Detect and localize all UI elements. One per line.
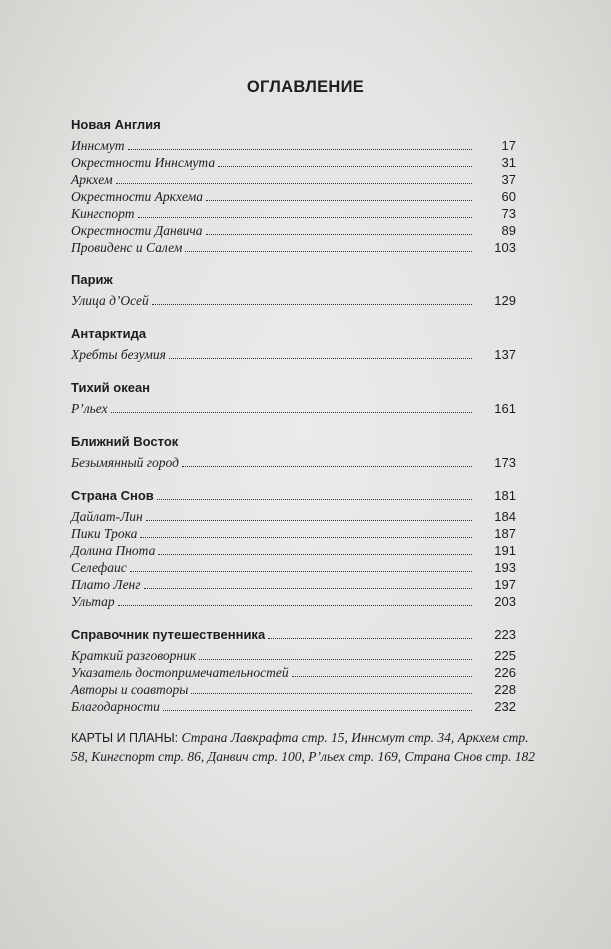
toc-entry[interactable]: Провиденс и Салем 103 [71,240,516,255]
dot-leader [191,692,472,694]
toc-entry[interactable]: Окрестности Данвича 89 [71,223,516,238]
toc-entry[interactable]: Хребты безумия 137 [71,347,516,362]
dot-leader [185,250,472,252]
toc-entry[interactable]: Окрестности Иннсмута 31 [71,155,516,170]
toc-entry[interactable]: Аркхем 37 [71,172,516,187]
dot-leader [128,148,473,150]
section-heading-paris: Париж [71,272,113,287]
maps-note [71,729,541,765]
dot-leader [140,536,472,538]
dot-leader [158,553,472,555]
toc-entry[interactable]: Благодарности 232 [71,699,516,714]
section-heading-dreamlands[interactable]: Страна Снов 181 [71,488,516,503]
section-heading-antarctica: Антарктида [71,326,147,341]
dot-leader [138,216,473,218]
dot-leader [130,570,472,572]
toc-entry[interactable]: Безымянный город 173 [71,455,516,470]
toc-entry[interactable]: Краткий разговорник 225 [71,648,516,663]
toc-entry[interactable]: Долина Пнота 191 [71,543,516,558]
dot-leader [218,165,472,167]
dot-leader [169,357,472,359]
dot-leader [144,587,472,589]
toc-entry[interactable]: Плато Ленг 197 [71,577,516,592]
toc-entry[interactable]: Улица д’Осей 129 [71,293,516,308]
toc-entry[interactable]: Окрестности Аркхема 60 [71,189,516,204]
dot-leader [199,658,472,660]
dot-leader [146,519,472,521]
dot-leader [292,675,472,677]
dot-leader [152,303,472,305]
dot-leader [268,637,472,639]
toc-entry[interactable]: Пики Трока 187 [71,526,516,541]
dot-leader [163,709,472,711]
dot-leader [206,199,472,201]
toc-entry[interactable]: Ультар 203 [71,594,516,609]
maps-caption: КАРТЫ И ПЛАНЫ: [71,731,179,745]
toc-entry[interactable]: Указатель достопримечательностей 226 [71,665,516,680]
toc-entry[interactable]: Селефаис 193 [71,560,516,575]
toc-entry[interactable]: Авторы и соавторы 228 [71,682,516,697]
dot-leader [157,498,472,500]
dot-leader [118,604,472,606]
toc-entry[interactable]: Кингспорт 73 [71,206,516,221]
dot-leader [206,233,472,235]
page-title: ОГЛАВЛЕНИЕ [246,78,365,96]
toc-entry[interactable]: Иннсмут 17 [71,138,516,153]
toc-entry[interactable]: Р’льех 161 [71,401,516,416]
section-heading-pacific: Тихий океан [71,380,151,395]
dot-leader [111,411,472,413]
maps-list: Страна Лавкрафта стр. 15, Иннсмут стр. 34, Аркхем стр. 58, Кингспорт стр. 86, Данвич стр. 100, Р’льех стр. 169, Страна Снов стр. 182 [71,730,535,764]
section-heading-near-east: Ближний Восток [71,434,179,449]
dot-leader [182,465,472,467]
section-heading-new-england: Новая Англия [71,117,161,132]
toc-entry[interactable]: Дайлат-Лин 184 [71,509,516,524]
section-heading-travel-guide[interactable]: Справочник путешественника 223 [71,627,516,642]
dot-leader [116,182,472,184]
